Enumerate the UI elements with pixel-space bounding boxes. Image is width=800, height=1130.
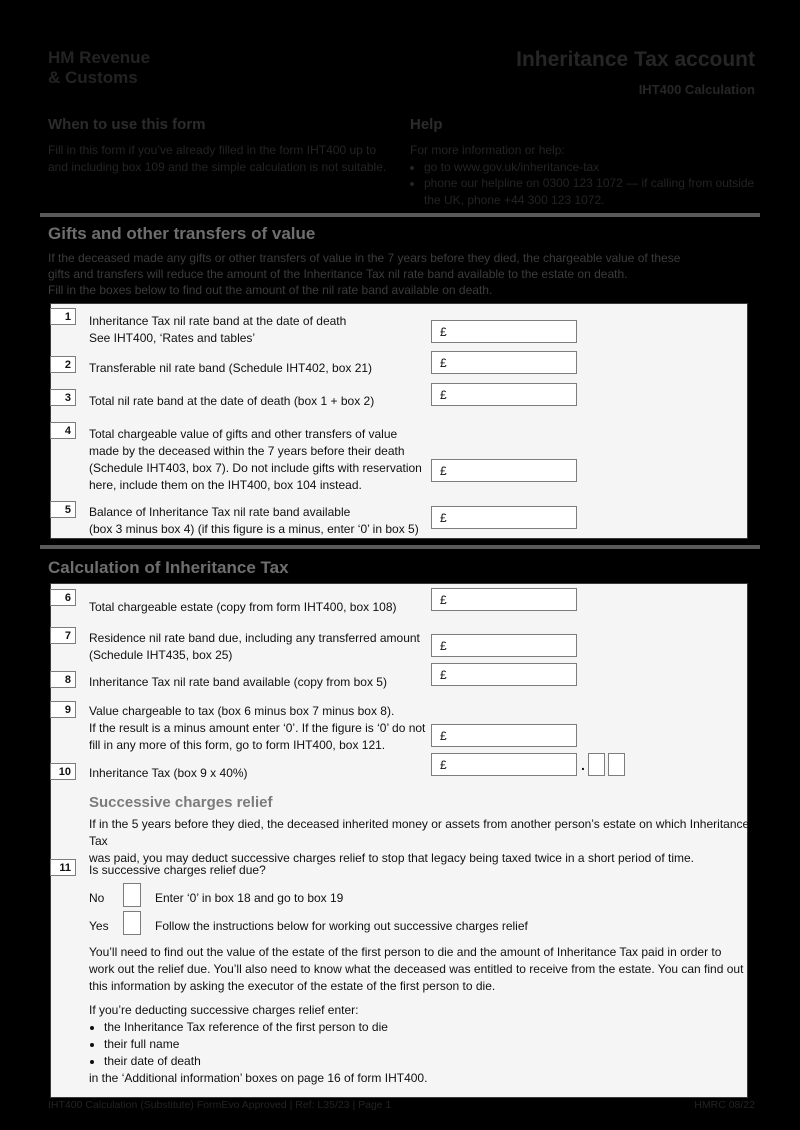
help-intro: For more information or help: [410,143,565,157]
box-11-question [89,862,429,879]
box-3-number: 3 [50,389,76,406]
no-label: No [89,891,105,905]
box-2-amount-input[interactable] [431,351,577,374]
box-9-label-line: Value chargeable to tax (box 6 minus box 7 minus box 8). [89,704,395,718]
box-5-label-line: (box 3 minus box 4) (if this figure is a minus, enter ‘0’ in box 5) [89,522,419,536]
successive-para2-intro: If you’re deducting successive charges relief enter: [89,1003,359,1017]
gifts-panel [50,303,748,539]
successive-bullet: • the Inheritance Tax reference of the first person to die [104,1019,751,1036]
box-8-label-line: Inheritance Tax nil rate band available (copy from box 5) [89,675,387,689]
hmrc-logo-line1: HM Revenue [48,48,151,67]
gifts-description-line: If the deceased made any gifts or other transfers of value in the 7 years before they died, the chargeable value of these [48,251,681,265]
section-divider-bar [40,213,760,217]
box-8-amount-input[interactable] [431,663,577,686]
box-1-amount-input[interactable] [431,320,577,343]
successive-intro-line: was paid, you may deduct successive charges relief to stop that legacy being taxed twice in a short period of time. [89,851,694,865]
help-heading: Help [410,116,443,133]
decimal-point: . [581,757,585,773]
box-2-label-line: Transferable nil rate band (Schedule IHT402, box 21) [89,361,373,375]
help-item-phone: • phone our helpline on 0300 123 1072 — if calling from outside the UK, phone +44 300 123 1072. [424,175,760,208]
hmrc-logo-line2: & Customs [48,68,138,87]
box-9-label-line: fill in any more of this form, go to form IHT400, box 121. [89,738,386,752]
box-11-number: 11 [50,859,76,876]
box-3-label [89,393,429,410]
box-10-number: 10 [50,763,76,780]
successive-intro-line: If in the 5 years before they died, the deceased inherited money or assets from another person’s estate on which Inheritance Tax [89,817,750,848]
yes-checkbox[interactable] [123,911,141,935]
box-1-label [89,313,429,347]
box-7-number: 7 [50,627,76,644]
calc-panel [50,583,748,1098]
box-4-label-line: (Schedule IHT403, box 7). Do not include gifts with reservation [89,461,422,475]
box-5-amount-input[interactable] [431,506,577,529]
box-5-label [89,504,429,538]
box-1-label-line: See IHT400, ‘Rates and tables’ [89,331,256,345]
page-subtitle: IHT400 Calculation [638,82,755,97]
box-8-label [89,674,429,691]
box-7-label-line: (Schedule IHT435, box 25) [89,648,233,662]
pound-symbol: £ [440,639,447,653]
hmrc-logo [48,48,150,88]
page-footer [48,1099,755,1111]
box-10-label [89,765,429,782]
pound-symbol: £ [440,388,447,402]
gifts-description-line: gifts and transfers will reduce the amount of the Inheritance Tax nil rate band available to the estate on death. [48,267,628,281]
box-3-amount-input[interactable] [431,383,577,406]
box-9-label [89,703,429,754]
document-titles [516,48,755,97]
box-9-label-line: If the result is a minus amount enter ‘0’. If the figure is ‘0’ do not [89,721,426,735]
box-4-number: 4 [50,422,76,439]
successive-bullet: • their full name [104,1036,751,1053]
successive-paragraph-2 [89,1002,751,1087]
box-2-label [89,360,429,377]
box-7-label [89,630,429,664]
box-7-label-line: Residence nil rate band due, including any transferred amount [89,631,420,645]
pound-symbol: £ [440,325,447,339]
help-column [410,116,760,208]
when-to-use-body: Fill in this form if you’ve already filled in the form IHT400 up to and including box 109 and the simple calculation is not suitable. [48,143,387,174]
no-checkbox[interactable] [123,883,141,907]
box-10-label-line: Inheritance Tax (box 9 x 40%) [89,766,248,780]
box-4-label-line: here, include them on the IHT400, box 104 instead. [89,478,362,492]
box-11-question-line: Is successive charges relief due? [89,863,266,877]
pound-symbol: £ [440,729,447,743]
successive-bullet: • their date of death [104,1053,751,1070]
page-title: Inheritance Tax account [516,48,755,71]
successive-para2-outro: in the ‘Additional information’ boxes on page 16 of form IHT400. [89,1071,428,1085]
box-9-number: 9 [50,701,76,718]
pound-symbol: £ [440,593,447,607]
yes-label: Yes [89,919,109,933]
box-4-label-line: made by the deceased within the 7 years before their death [89,444,405,458]
box-5-label-line: Balance of Inheritance Tax nil rate band available [89,505,351,519]
box-4-label-line: Total chargeable value of gifts and other transfers of value [89,427,398,441]
when-to-use-heading: When to use this form [48,116,206,133]
box-9-amount-input[interactable] [431,724,577,747]
pound-symbol: £ [440,511,447,525]
box-3-label-line: Total nil rate band at the date of death (box 1 + box 2) [89,394,375,408]
footer-right-text: HMRC 08/22 [694,1099,755,1111]
box-7-amount-input[interactable] [431,634,577,657]
box-6-number: 6 [50,589,76,606]
box-10-pence-input-1[interactable] [588,753,605,776]
box-4-amount-input[interactable] [431,459,577,482]
successive-charges-intro [89,816,751,867]
successive-bullet-list [104,1019,751,1070]
successive-paragraph-1 [89,944,751,995]
gifts-section-title: Gifts and other transfers of value [48,224,316,243]
when-to-use-column [48,116,393,175]
help-list [424,159,760,209]
footer-left-text: IHT400 Calculation (Substitute) FormEvo Approved | Ref: L35/23 | Page 1 [48,1099,392,1111]
help-item-website-link[interactable]: • go to www.gov.uk/inheritance-tax [424,159,760,176]
box-10-amount-input[interactable] [431,753,577,776]
box-1-label-line: Inheritance Tax nil rate band at the date of death [89,314,347,328]
box-6-label [89,599,429,616]
box-1-number: 1 [50,308,76,325]
gifts-description-line: Fill in the boxes below to find out the amount of the nil rate band available on death. [48,283,493,297]
pound-symbol: £ [440,758,447,772]
pound-symbol: £ [440,464,447,478]
box-4-label [89,426,429,494]
box-5-number: 5 [50,501,76,518]
gifts-section-description [48,250,754,298]
calc-section-title: Calculation of Inheritance Tax [48,558,289,577]
pound-symbol: £ [440,668,447,682]
successive-para1-line: this information by asking the executor of the estate of the first person to die. [89,979,496,993]
no-instruction: Enter ‘0’ in box 18 and go to box 19 [155,891,344,905]
box-2-number: 2 [50,356,76,373]
pound-symbol: £ [440,356,447,370]
successive-para1-line: You’ll need to find out the value of the estate of the first person to die and the amount of Inheritance Tax paid in order to [89,945,722,959]
section-divider-bar [40,545,760,549]
box-6-amount-input[interactable] [431,588,577,611]
box-6-label-line: Total chargeable estate (copy from form IHT400, box 108) [89,600,397,614]
box-8-number: 8 [50,671,76,688]
yes-instruction: Follow the instructions below for working out successive charges relief [155,919,528,933]
successive-para1-line: work out the relief due. You’ll also need to know what the deceased was entitled to receive from the estate. You can find out [89,962,744,976]
box-10-pence-input-2[interactable] [608,753,625,776]
successive-charges-heading: Successive charges relief [89,794,273,811]
